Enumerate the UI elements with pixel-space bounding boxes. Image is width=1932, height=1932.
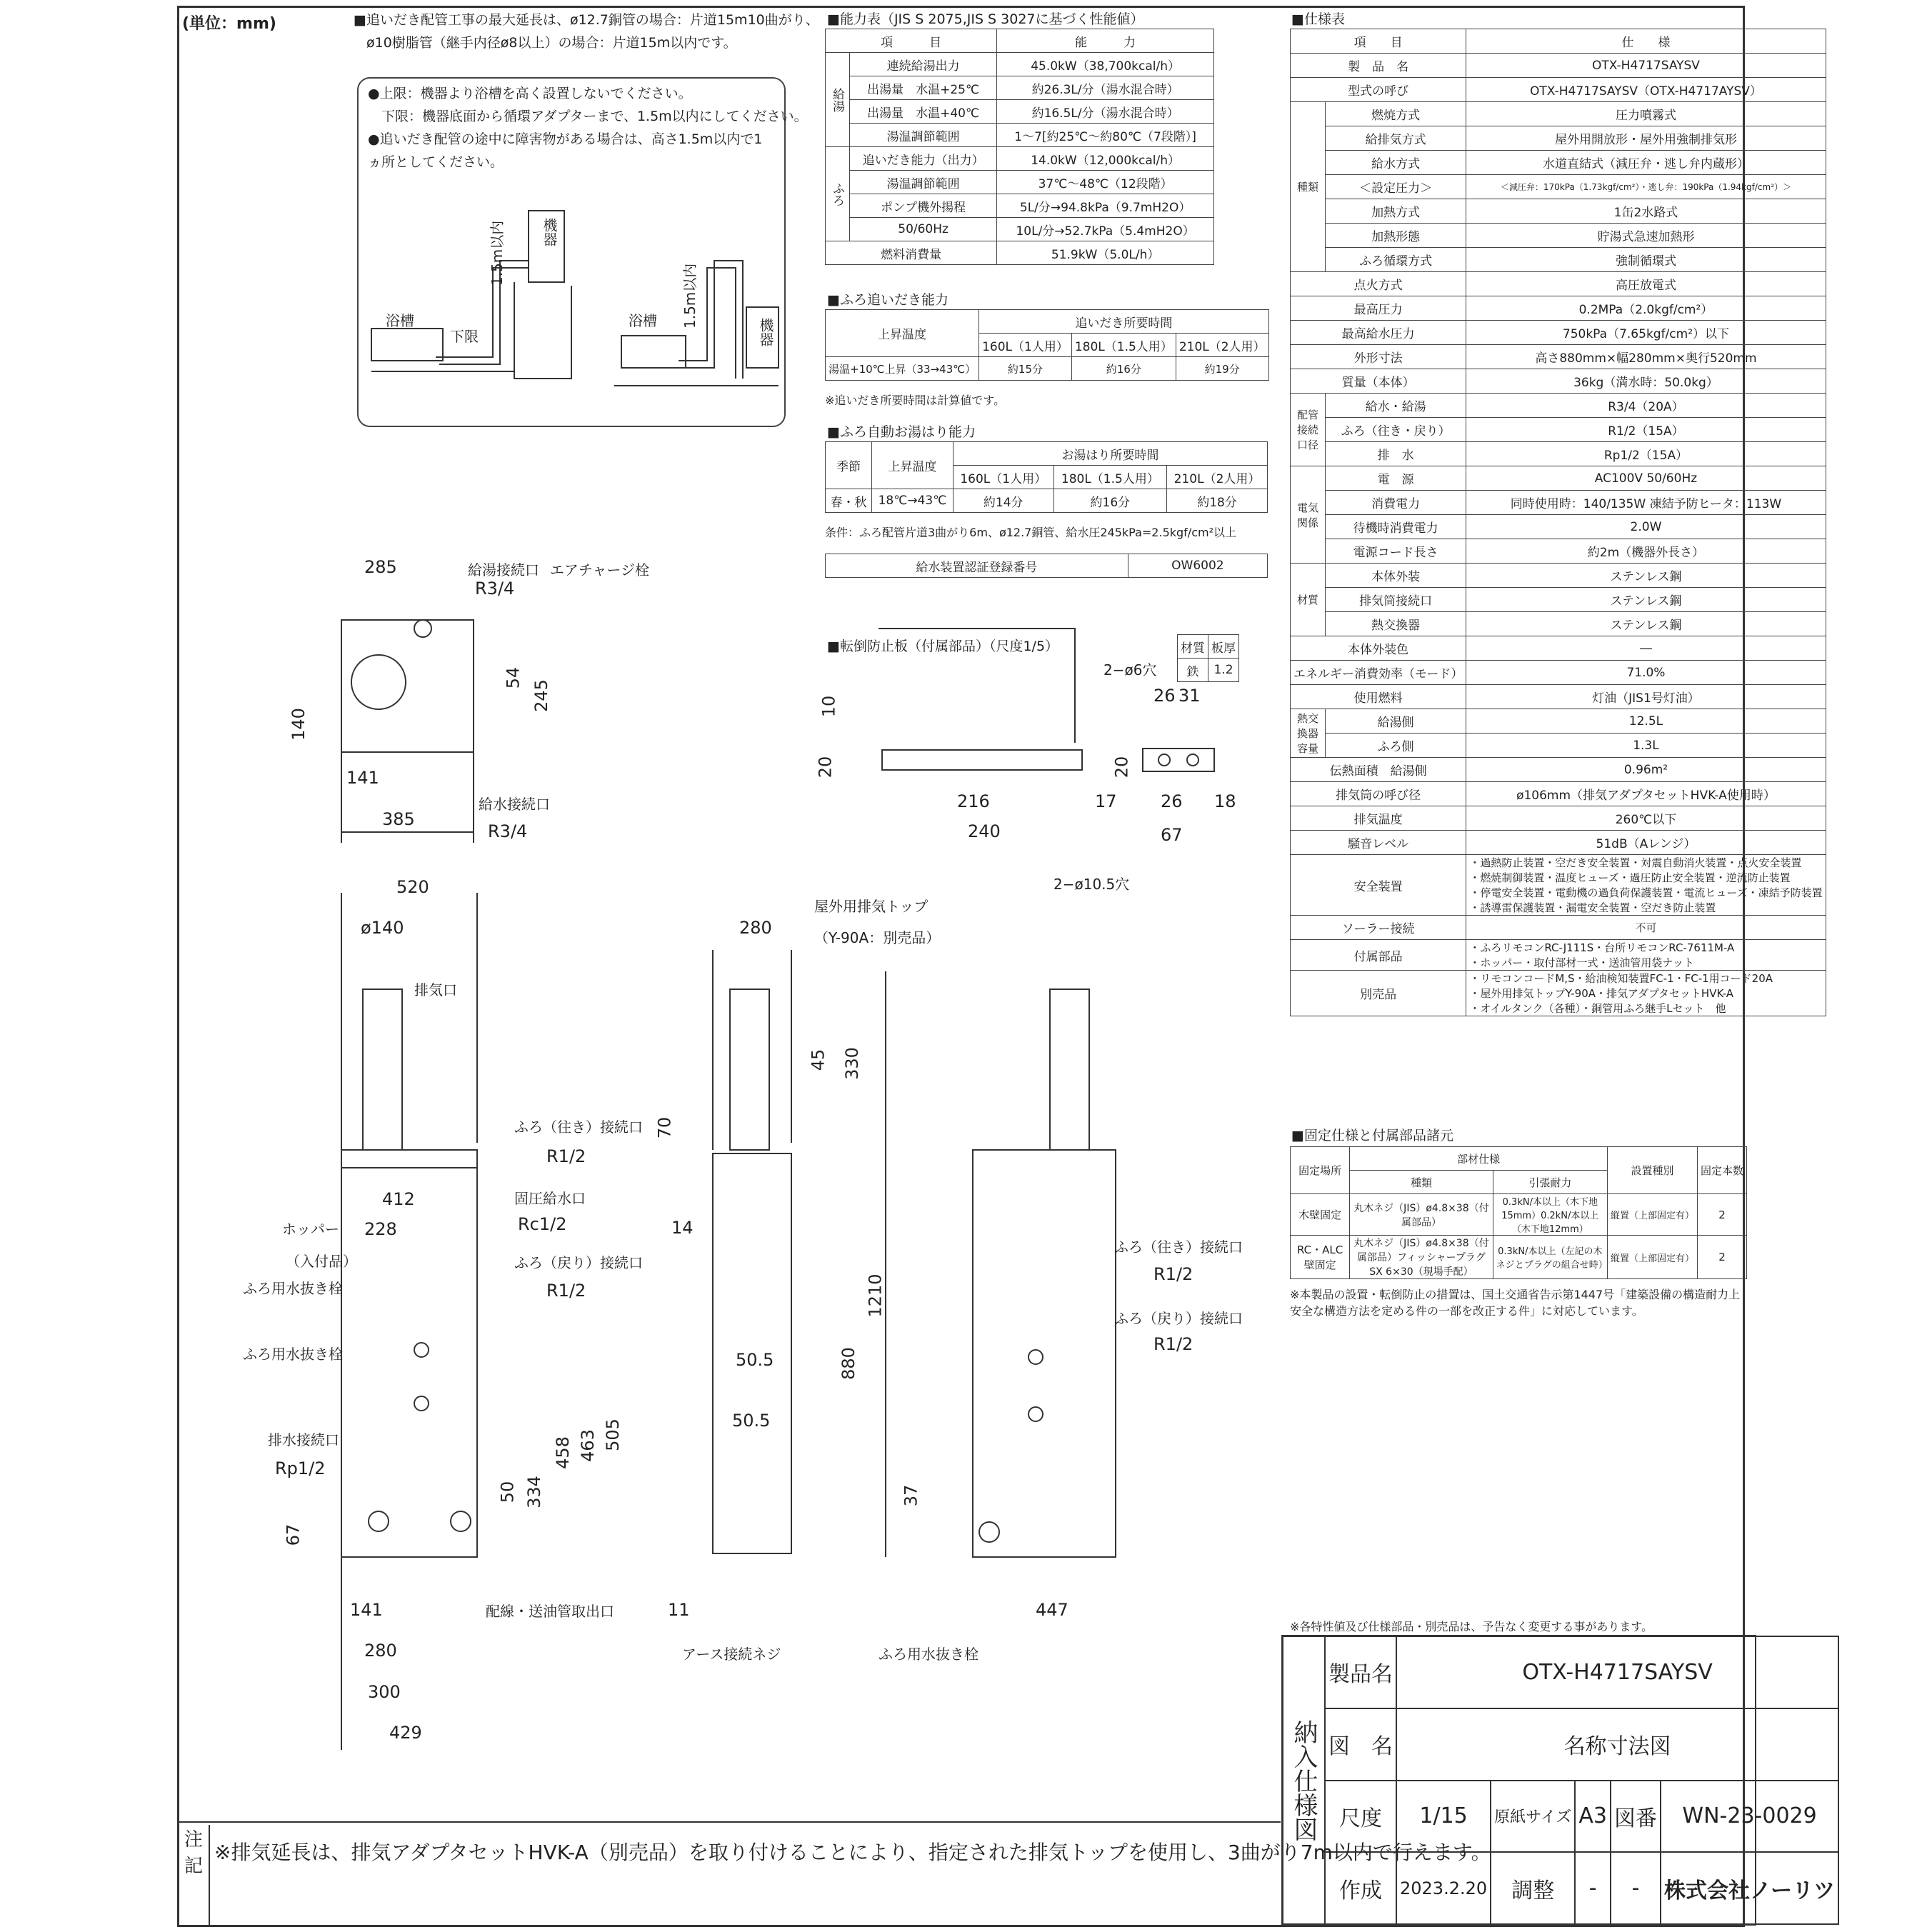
plate-title: ■転倒防止板（付属部品）（尺度1/5） — [827, 639, 1059, 654]
front-dim-520: 520 — [396, 877, 429, 897]
oidaki-note: ※追いだき所要時間は計算値です。 — [825, 394, 1006, 407]
spec-row: 製 品 名 OTX-H4717SAYSV — [1291, 54, 1826, 78]
oidaki-title: ■ふろ追いだき能力 — [827, 292, 949, 308]
front-flue — [363, 989, 402, 1150]
side-dim-880: 880 — [838, 1347, 859, 1380]
front-dim-d140: ø140 — [361, 918, 404, 938]
registration-table: 給水装置認証登録番号 OW6002 — [825, 554, 1268, 578]
spec-row: ふろ側 1.3L — [1291, 734, 1826, 758]
plate-hole-6: 2−ø6穴 — [1103, 661, 1157, 679]
top-view-body — [341, 620, 474, 752]
spec-row: ふろ循環方式 強制循環式 — [1291, 248, 1826, 272]
front-dim-429: 429 — [389, 1723, 422, 1743]
spec-table: 項 目 仕 様 製 品 名 OTX-H4717SAYSV 型式の呼び OTX-H4717SAYSV（OTX-H4717AYSV） 種類 燃焼方式 圧力噴霧式 給排気方式 屋外用開放形・屋外用強制排気形 給水方式 水道直結式（減圧弁・逃し弁内蔵形） ＜設定圧力＞ ＜減圧弁：170kPa（1.73kgf/cm²）・逃し弁：190kPa（1.94kgf/cm²）＞ 加熱方式 1缶2水路式 加熱形態 貯湯式急速加熱形 ふろ循環方式 強制循環式 点火方式 高圧放電式 最高圧力 0.2MPa（2.0kgf/cm²） 最高給水圧力 750kPa（7.65kgf/cm²）以下 外形寸法 高さ880mm×幅280mm×奥行520mm 質量（本体） 36kg（満水時：50.0kg） 配管接続口径 給水・給湯 R3/4（20A） ふろ（往き・戻り） R1/2（15A） 排 水 Rp1/2（15A） 電気関係 電 源 AC100V 50/60Hz 消費電力 同時使用時：140/135W 凍結予防ヒータ：113W 待機時消費電力 2.0W 電源コード長さ 約2m（機器外長さ） 材質 本体外装 ステンレス鋼 排気筒接続口 ステンレス鋼 熱交換器 ステンレス鋼 本体外装色 ― エネルギー消費効率（モード） 71.0% 使用燃料 灯油（JIS1号灯油） 熱交換器容量 給湯側 12.5L ふろ側 1.3L 伝熱面積 給湯側 0.96m² 排気筒の呼び径 ø106mm（排気アダプタセットHVK-A使用時） 排気温度 260℃以下 騒音レベル 51dB（Aレンジ） 安全装置 ・過熱防止装置・空だき安全装置・対震自動消火装置・点火安全装置 ・燃焼制御装置・温度ヒューズ・過圧防止安全装置・逆流防止装置 ・停電安全装置・電動機の過負荷保護装置・電流ヒューズ・凍結予防装置 ・誘導雷保護装置・漏電安全装置・空だき防止装置 ソーラー接続 不可 付属部品 ・ふろリモコンRC-J111S・台所リモコンRC-7611M-A ・ホッパー・取付部材一式・送油管用袋ナット 別売品 ・リモコンコードM,S・給油検知装置FC-1・FC-1用コード20A ・屋外用排気トップY-90A・排気アダプタセットHVK-A ・オイルタンク（各種）・銅管用ふろ継手Lセット 他 — [1290, 29, 1826, 1016]
capacity-table: 項 目 能 力 給湯 連続給湯出力 45.0kW（38,700kcal/h） 出湯量 水温+25℃ 約26.3L/分（湯水混合時） 出湯量 水温+40℃ 約16.5L/分（湯水混合時） 湯温調節範囲 1〜7[約25℃〜約80℃（7段階）] ふろ 追いだき能力（出力） 14.0kW（12,000kcal/h） 湯温調節範囲 37℃〜48℃（12段階） ポンプ機外揚程 5L/分→94.8kPa（9.7mH2O） 50/60Hz 10L/分→52.7kPa（5.4mH2O） 燃料消費量 51.9kW（5.0L/h） — [825, 29, 1214, 265]
hot-supply-label: 給湯接続口 — [468, 561, 539, 579]
side-dim-70: 70 — [654, 1116, 675, 1139]
spec-row: 材質 本体外装 ステンレス鋼 — [1291, 564, 1826, 588]
exhaust-top-label: 屋外用排気トップ — [814, 898, 929, 915]
spec-row: 排気筒接続口 ステンレス鋼 — [1291, 588, 1826, 612]
spec-row: 騒音レベル 51dB（Aレンジ） — [1291, 831, 1826, 855]
side-flue — [730, 989, 769, 1150]
unit-label: (単位：mm) — [182, 15, 276, 33]
spec-row: 待機時消費電力 2.0W — [1291, 515, 1826, 539]
bath-label-right: 浴槽 — [629, 312, 657, 329]
front-dim-412: 412 — [382, 1189, 415, 1209]
top-dim-140: 140 — [288, 708, 309, 741]
water-supply-size: R3/4 — [488, 821, 528, 841]
hopper-sub: （入付品） — [286, 1253, 357, 1270]
spec-row: 最高圧力 0.2MPa（2.0kgf/cm²） — [1291, 296, 1826, 321]
plate-dim-20: 20 — [815, 756, 836, 779]
spec-row: 熱交換器 ステンレス鋼 — [1291, 612, 1826, 636]
plate-dim-20b: 20 — [1111, 756, 1132, 779]
front-dim-280: 280 — [364, 1641, 397, 1661]
spec-row: 付属部品 ・ふろリモコンRC-J111S・台所リモコンRC-7611M-A ・ホッパー・取付部材一式・送油管用袋ナット — [1291, 940, 1826, 971]
fixing-note: ※本製品の設置・転倒防止の措置は、国土交通省告示第1447号「建築設備の構造耐力上安全な構造方法を定める件の一部を改正する件」に対応しています。 — [1290, 1288, 1741, 1318]
drainout-label: 排水接続口 — [268, 1431, 339, 1448]
fixed-water-label: 固圧給水口 — [514, 1190, 586, 1207]
plate-dim-26: 26 — [1153, 686, 1176, 706]
side-dim-330: 330 — [841, 1047, 862, 1080]
back-dim-447: 447 — [1036, 1600, 1068, 1620]
spec-row: 型式の呼び OTX-H4717SAYSV（OTX-H4717AYSV） — [1291, 78, 1826, 102]
spec-row: エネルギー消費効率（モード） 71.0% — [1291, 661, 1826, 685]
change-note: ※各特性値及び仕様部品・別売品は、予告なく変更する事があります。 — [1290, 1620, 1653, 1633]
front-dim-334: 334 — [524, 1476, 544, 1508]
back-furo-go-size: R1/2 — [1153, 1264, 1193, 1284]
furo-back-size: R1/2 — [546, 1281, 586, 1301]
front-dim-228: 228 — [364, 1219, 397, 1239]
spec-row: 加熱方式 1缶2水路式 — [1291, 199, 1826, 224]
top-dim-245: 245 — [531, 679, 551, 712]
caution-text: ●上限：機器より浴槽を高く設置しないでください。 下限：機器底面から循環アダプターまで、1.5m以内にしてください。 ●追いだき配管の途中に障害物がある場合は、高さ1.5m以内で1ヵ所としてください。 — [368, 86, 808, 170]
top-dim-385: 385 — [382, 809, 415, 829]
piping-note: ■追いだき配管工事の最大延長は、ø12.7銅管の場合：片道15m10曲がり、 ø10樹脂管（継手内径ø8以上）の場合：片道15m以内です。 — [354, 12, 819, 51]
bath-label-left: 浴槽 — [386, 312, 414, 329]
water-supply-label: 給水接続口 — [479, 796, 550, 813]
back-flue — [1050, 989, 1089, 1150]
side-dim-11: 11 — [668, 1600, 690, 1620]
spec-row: 使用燃料 灯油（JIS1号灯油） — [1291, 685, 1826, 709]
oidaki-table: 上昇温度 追いだき所要時間 160L（1人用） 180L（1.5人用） 210L（2人用） 湯温+10℃上昇（33→43℃） 約15分 約16分 約19分 — [825, 309, 1269, 381]
back-view-body — [973, 1150, 1116, 1557]
hopper-label: ホッパー — [282, 1221, 339, 1238]
spec-row: 給水方式 水道直結式（減圧弁・逃し弁内蔵形） — [1291, 151, 1826, 175]
front-dim-141: 141 — [350, 1600, 383, 1620]
front-view-body — [341, 1150, 477, 1557]
height-label-left: 1.5m以内 — [489, 220, 506, 286]
spec-title: ■仕様表 — [1291, 11, 1345, 27]
drain-label-1: ふろ用水抜き栓 — [243, 1280, 343, 1297]
title-block: 納入仕様図 製品名 OTX-H4717SAYSV 図 名 名称寸法図 尺度 1/15 原紙サイズ A3 図番 WN-23-0029 作成 2023.2.20 調整 - - 株式会社ノーリツ — [1282, 1636, 1839, 1925]
back-drain-label: ふろ用水抜き栓 — [879, 1646, 978, 1663]
drain-label-2: ふろ用水抜き栓 — [243, 1346, 343, 1363]
side-dim-1210: 1210 — [865, 1273, 886, 1318]
spec-row: 別売品 ・リモコンコードM,S・給油検知装置FC-1・FC-1用コード20A ・屋外用排気トップY-90A・排気アダプタセットHVK-A ・オイルタンク（各種）・銅管用ふろ継手Lセット 他 — [1291, 971, 1826, 1016]
furo-back-label: ふろ（戻り）接続口 — [514, 1254, 643, 1271]
back-furo-back-size: R1/2 — [1153, 1334, 1193, 1354]
spec-row: 加熱形態 貯湯式急速加熱形 — [1291, 224, 1826, 248]
spec-row: ＜設定圧力＞ ＜減圧弁：170kPa（1.73kgf/cm²）・逃し弁：190kPa（1.94kgf/cm²）＞ — [1291, 175, 1826, 199]
fixed-water-size: Rc1/2 — [518, 1214, 567, 1234]
autofill-table: 季節 上昇温度 お湯はり所要時間 160L（1人用） 180L（1.5人用） 210L（2人用） 春・秋 18℃→43℃ 約14分 約16分 約18分 — [825, 441, 1268, 513]
footnote: ※排気延長は、排気アダプタセットHVK-A（別売品）を取り付けることにより、指定された排気トップを使用し、3曲がり7m以内で行えます。 — [214, 1841, 1491, 1864]
front-dim-505: 505 — [602, 1418, 623, 1451]
plate-hole-105: 2−ø10.5穴 — [1053, 876, 1130, 893]
plate-drawing — [882, 750, 1082, 770]
spec-row: 消費電力 同時使用時：140/135W 凍結予防ヒータ：113W — [1291, 491, 1826, 515]
plate-dim-17: 17 — [1095, 791, 1117, 811]
capacity-title: ■能力表（JIS S 2075,JIS S 3027に基づく性能値） — [827, 11, 1144, 27]
furo-go-size: R1/2 — [546, 1146, 586, 1166]
air-charge-label: エアチャージ栓 — [550, 561, 649, 579]
lower-limit-label: 下限 — [450, 328, 479, 345]
side-dim-45: 45 — [808, 1048, 829, 1071]
spec-row: 排気筒の呼び径 ø106mm（排気アダプタセットHVK-A使用時） — [1291, 782, 1826, 806]
spec-row: 質量（本体） 36kg（満水時：50.0kg） — [1291, 369, 1826, 394]
back-dim-37: 37 — [901, 1484, 921, 1507]
spec-row: 本体外装色 ― — [1291, 636, 1826, 661]
side-dim-280: 280 — [739, 918, 772, 938]
drainout-size: Rp1/2 — [275, 1458, 326, 1478]
spec-row: 給排気方式 屋外用開放形・屋外用強制排気形 — [1291, 126, 1826, 151]
unit-label-left: 機器 — [541, 218, 558, 246]
top-dim-285: 285 — [364, 557, 397, 577]
autofill-note: 条件：ふろ配管片道3曲がり6m、ø12.7銅管、給水圧245kPa=2.5kgf/cm²以上 — [825, 526, 1236, 539]
plate-dim-216: 216 — [957, 791, 990, 811]
spec-row: 熱交換器容量 給湯側 12.5L — [1291, 709, 1826, 734]
exhaust-top-sub: （Y-90A：別売品） — [814, 929, 941, 946]
spec-row: 排 水 Rp1/2（15A） — [1291, 442, 1826, 466]
spec-row: ソーラー接続 不可 — [1291, 916, 1826, 940]
front-dim-458: 458 — [552, 1436, 573, 1469]
top-dim-141: 141 — [346, 768, 379, 788]
plate-dim-240: 240 — [968, 821, 1001, 841]
footnote-label: 注記 — [179, 1825, 210, 1925]
hot-supply-size: R3/4 — [475, 579, 515, 599]
spec-row: 点火方式 高圧放電式 — [1291, 272, 1826, 296]
plate-dim-18: 18 — [1214, 791, 1236, 811]
front-dim-67: 67 — [283, 1523, 304, 1546]
front-dim-50: 50 — [497, 1481, 518, 1503]
spec-row: 電源コード長さ 約2m（機器外長さ） — [1291, 539, 1826, 564]
exhaust-label: 排気口 — [414, 981, 457, 998]
side-dim-14: 14 — [671, 1218, 694, 1238]
spec-row: 最高給水圧力 750kPa（7.65kgf/cm²）以下 — [1291, 321, 1826, 345]
plate-dim-31: 31 — [1178, 686, 1201, 706]
spec-row: 排気温度 260℃以下 — [1291, 806, 1826, 831]
side-dim-505a: 50.5 — [736, 1350, 774, 1370]
back-furo-go-label: ふろ（往き）接続口 — [1114, 1238, 1243, 1256]
wiring-outlet-label: 配線・送油管取出口 — [486, 1603, 614, 1620]
plate-dim-26b: 26 — [1161, 791, 1183, 811]
spec-row: 配管接続口径 給水・給湯 R3/4（20A） — [1291, 394, 1826, 418]
front-dim-463: 463 — [577, 1429, 598, 1462]
spec-row: 電気関係 電 源 AC100V 50/60Hz — [1291, 466, 1826, 491]
side-dim-505b: 50.5 — [732, 1411, 771, 1431]
earth-label: アース接続ネジ — [682, 1646, 781, 1663]
top-dim-54: 54 — [503, 666, 524, 689]
unit-label-right: 機器 — [757, 318, 774, 346]
spec-row: 種類 燃焼方式 圧力噴霧式 — [1291, 102, 1826, 126]
plate-dim-10: 10 — [819, 695, 839, 718]
back-furo-back-label: ふろ（戻り）接続口 — [1114, 1310, 1243, 1327]
front-dim-300: 300 — [368, 1682, 401, 1702]
furo-go-label: ふろ（往き）接続口 — [514, 1118, 643, 1136]
spec-row: 外形寸法 高さ880mm×幅280mm×奥行520mm — [1291, 345, 1826, 369]
plate-material-table: 材質 板厚 鉄 1.2 — [1177, 634, 1239, 682]
spec-row: ふろ（往き・戻り） R1/2（15A） — [1291, 418, 1826, 442]
spec-row: 安全装置 ・過熱防止装置・空だき安全装置・対震自動消火装置・点火安全装置 ・燃焼制御装置・温度ヒューズ・過圧防止安全装置・逆流防止装置 ・停電安全装置・電動機の過負荷保護装置・電流ヒューズ・凍結予防装置 ・誘導雷保護装置・漏電安全装置・空だき防止装置 — [1291, 855, 1826, 916]
fixing-table: 固定場所 部材仕様 設置種別 固定本数 種類 引張耐力 木壁固定 丸木ネジ（JIS）ø4.8×38（付属部品） 0.3kN/本以上（木下地15mm）0.2kN/本以上（木下地12mm） 縦置（上部固定有） 2 RC・ALC壁固定 丸木ネジ（JIS）ø4.8×38（付属部品）フィッシャープラグSX 6×30（現場手配） 0.3kN/本以上（左記の木ネジとプラグの組合せ時） 縦置（上部固定有） 2 — [1290, 1146, 1747, 1279]
plate-dim-67: 67 — [1161, 825, 1183, 845]
spec-row: 伝熱面積 給湯側 0.96m² — [1291, 758, 1826, 782]
autofill-title: ■ふろ自動お湯はり能力 — [827, 424, 976, 440]
height-label-right: 1.5m以内 — [681, 263, 699, 329]
fixing-title: ■固定仕様と付属部品諸元 — [1291, 1128, 1453, 1143]
